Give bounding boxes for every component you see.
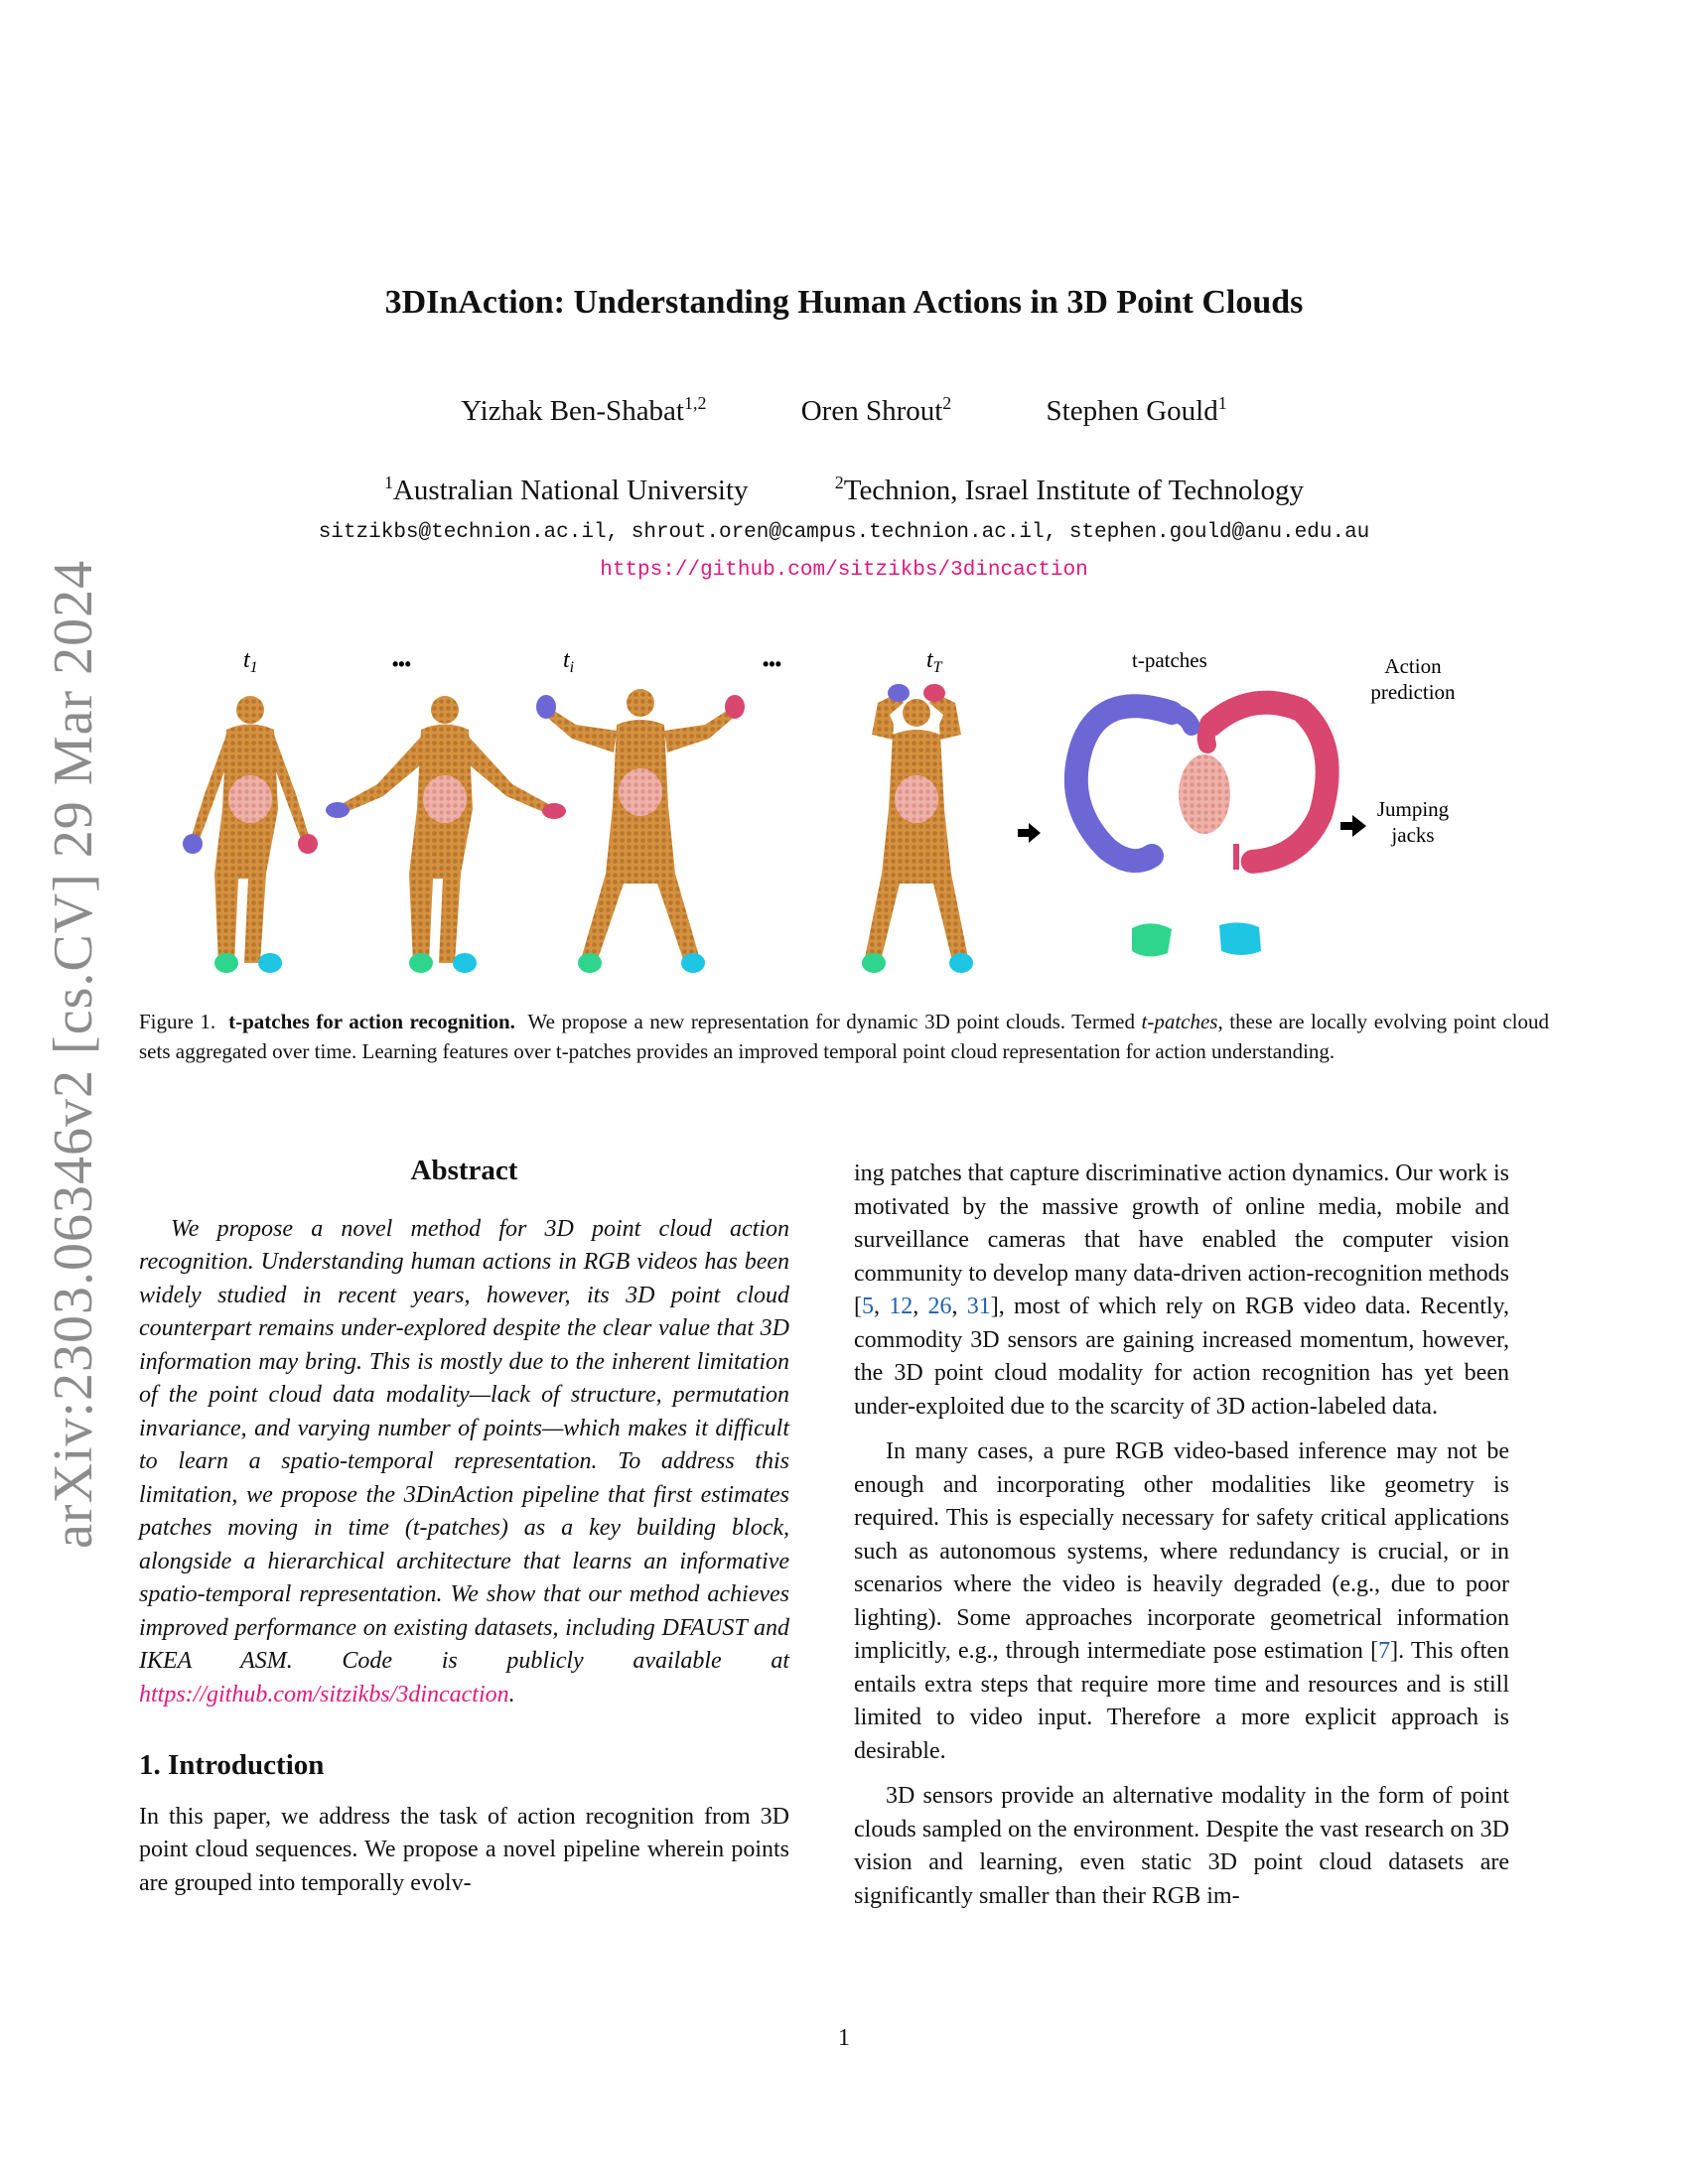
result-label-line1: Jumping (1376, 797, 1450, 821)
body-frame-4 (862, 684, 973, 973)
action-prediction-label-line1: Action (1384, 654, 1442, 678)
introduction-heading: 1. Introduction (139, 1749, 325, 1781)
author-3: Stephen Gould$^1$ (1046, 393, 1227, 427)
tpatches-label: t-patches (1132, 648, 1207, 672)
arrow-to-prediction (1340, 815, 1366, 837)
affiliation-1: $^1$Australian National University (383, 473, 749, 506)
body-frame-3 (536, 689, 745, 973)
author-emails: sitzikbs@technion.ac.il, shrout.oren@campus.technion.ac.il, stephen.gould@anu.edu.au (318, 521, 1370, 544)
intro-paragraph-3: 3D sensors provide an alternative modality in the form of point clouds sampled on the environment. Despite the vast research on 3D vision and learning, even static 3D point cloud datasets are significantly smaller than their RGB im- (854, 1783, 1509, 1909)
author-list (0, 395, 1688, 428)
abstract-code-link[interactable]: https://github.com/sitzikbs/3dincaction (139, 1681, 509, 1707)
intro-paragraph-1: In this paper, we address the task of action recognition from 3D point cloud sequences. We propose a novel pipeline wherein points are grouped into temporally evolv- (139, 1803, 789, 1896)
left-column (139, 1155, 789, 1900)
author-2: Oren Shrout$^2$ (800, 393, 952, 427)
intro-paragraph-1-continued: ing patches that capture discriminative action dynamics. Our work is motivated by the massive growth of online media, mobile and surveillance cameras that have enabled the computer vision community to develop many data-driven action-recognition methods [5, 12, 26, 31], most of which rely on RGB video data. Recently, commodity 3D sensors are gaining increased momentum, however, the 3D point cloud modality for action recognition has yet been under-exploited due to the scarcity of 3D action-labeled data. (854, 1160, 1509, 1420)
body-frame-1 (183, 696, 318, 973)
author-1: Yizhak Ben-Shabat$^{1,2}$ (461, 393, 707, 427)
affiliation-2: $^2$Technion, Israel Institute of Technology (834, 473, 1305, 506)
abstract-text: We propose a novel method for 3D point cloud action recognition. Understanding human actions in RGB videos has been widely studied in recent years, however, its 3D point cloud counterpart remains under-explored despite the clear value that 3D information may bring. This is mostly due to the inherent limitation of the point cloud data modality—lack of structure, permutation invariance, and varying number of points—which makes it difficult to learn a spatio-temporal representation. To address this limitation, we propose the 3DinAction pipeline that first estimates patches moving in time (t-patches) as a key building block, alongside a hierarchical architecture that learns an informative spatio-temporal representation. We show that our method achieves improved performance on existing datasets, including DFAUST and IKEA ASM. Code is publicly available at https://github.com/sitzikbs/3dincaction. (139, 1215, 789, 1707)
citation-26[interactable]: 26 (927, 1294, 952, 1319)
tpatches-visualization (1076, 703, 1328, 957)
citation-5[interactable]: 5 (862, 1294, 874, 1319)
frame-label-tT: $t_T$ (926, 647, 942, 676)
action-prediction-label-line2: prediction (1370, 680, 1456, 704)
figure-1-caption: Figure 1. t-patches for action recognition. We propose a new representation for dynamic 3D point clouds. Termed t-patches, these are locally evolving point cloud sets aggregated over time. Learning features over t-patches provides an improved temporal point cloud representation for action understanding. (139, 1010, 1550, 1063)
affiliation-list (0, 475, 1688, 507)
abstract-heading: Abstract (410, 1155, 518, 1186)
code-repository-link[interactable]: https://github.com/sitzikbs/3dincaction (600, 559, 1088, 582)
ellipsis-1: ••• (392, 654, 411, 674)
arrow-to-tpatches (1018, 823, 1041, 843)
page-number: 1 (838, 2025, 850, 2051)
figure-1 (139, 635, 1529, 983)
paper-title: 3DInAction: Understanding Human Actions in 3D Point Clouds (384, 284, 1304, 321)
right-column (854, 1158, 1509, 1913)
frame-label-t1: $t_1$ (243, 647, 258, 676)
ellipsis-2: ••• (763, 654, 781, 674)
intro-paragraph-2: In many cases, a pure RGB video-based inference may not be enough and incorporating other modalities like geometry is required. This is especially necessary for safety critical applications such as autonomous systems, where redundancy is crucial, or in scenarios where the video is heavily degraded (e.g., due to poor lighting). Some approaches incorporate geometrical information implicitly, e.g., through intermediate pose estimation [7]. This often entails extra steps that require more time and resources and is still limited to video input. Therefore a more explicit approach is desirable. (854, 1438, 1509, 1764)
figure-1-illustration (139, 635, 1529, 983)
citation-7[interactable]: 7 (1378, 1638, 1391, 1664)
body-frame-2 (326, 696, 566, 973)
citation-12[interactable]: 12 (889, 1294, 914, 1319)
result-label-line2: jacks (1391, 823, 1435, 847)
frame-label-ti: $t_i$ (563, 647, 575, 676)
arxiv-identifier-stamp: arXiv:2303.06346v2 [cs.CV] 29 Mar 2024 (43, 559, 104, 1549)
citation-31[interactable]: 31 (966, 1294, 991, 1319)
